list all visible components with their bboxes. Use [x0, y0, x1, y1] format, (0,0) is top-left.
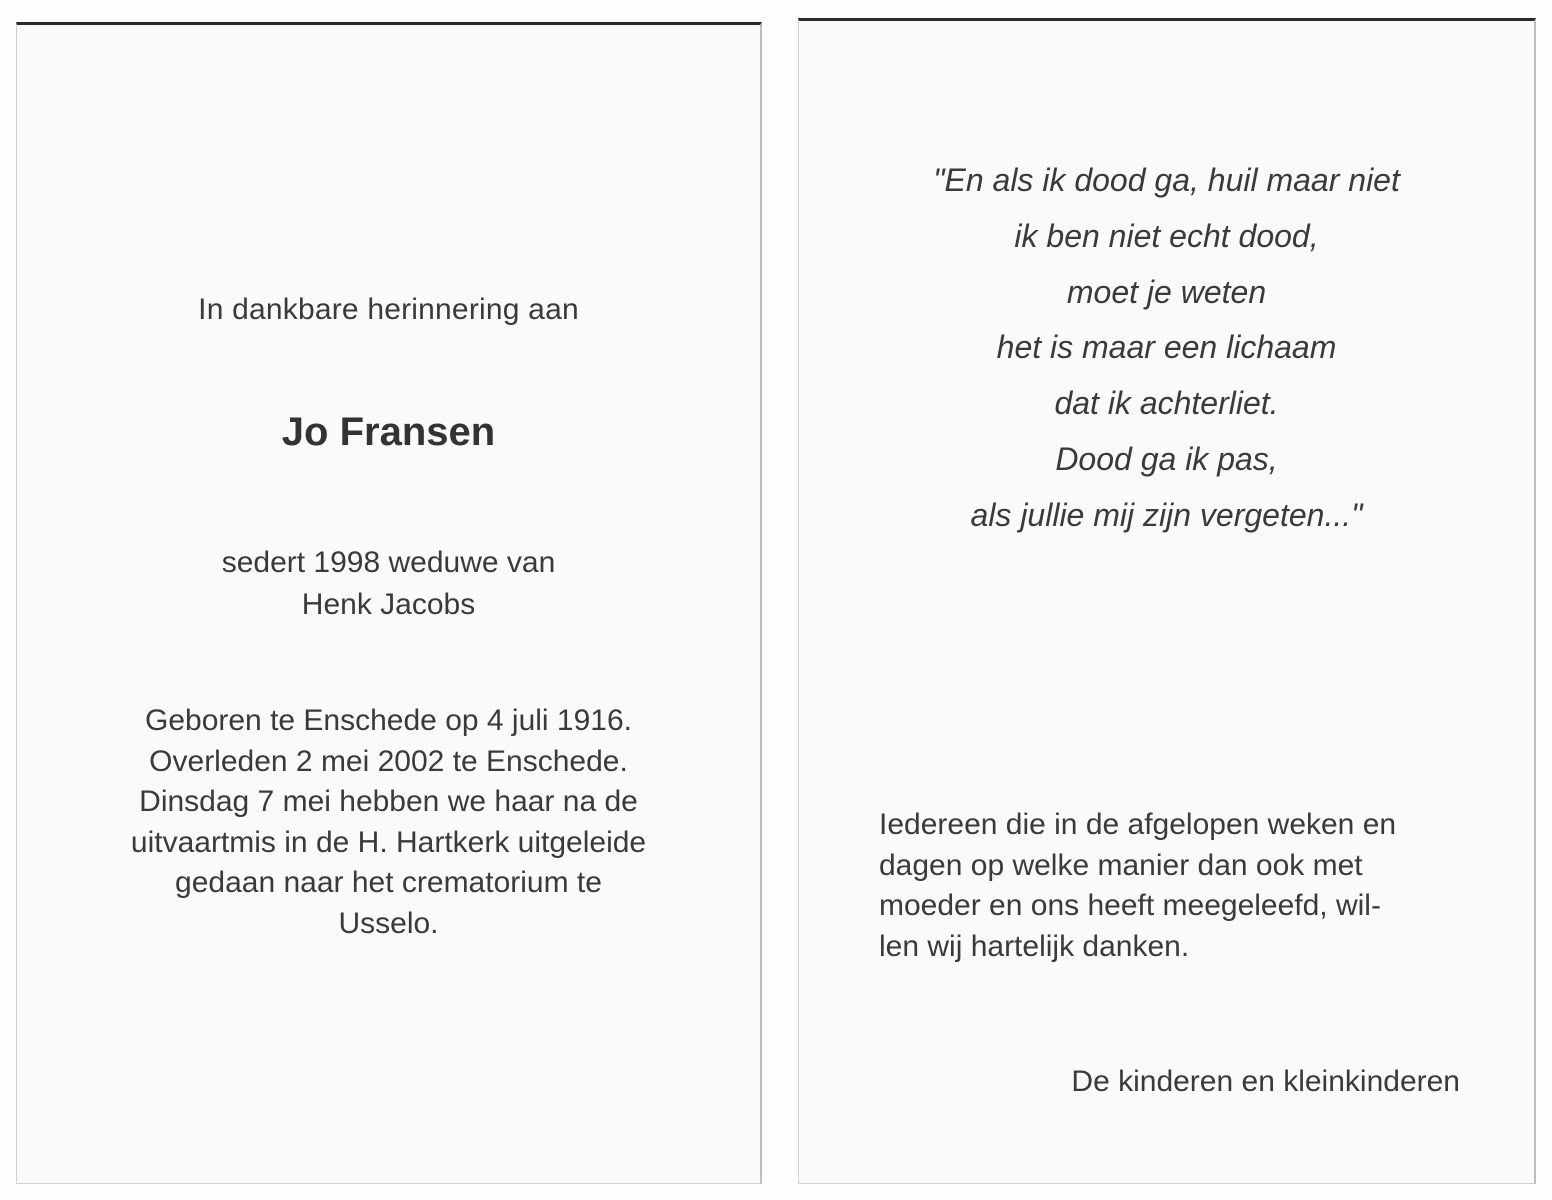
- signature: De kinderen en kleinkinderen: [1071, 1065, 1460, 1098]
- thanks-line: moeder en ons heeft meegeleefd, wil-: [879, 889, 1381, 922]
- poem-line: moet je weten: [1066, 273, 1267, 310]
- thanks-line: dagen op welke manier dan ook met: [879, 848, 1363, 882]
- bio-line: Overleden 2 mei 2002 te Enschede.: [149, 744, 628, 778]
- widow-line: Henk Jacobs: [301, 588, 476, 621]
- widow-text: [17, 542, 760, 626]
- poem-line: "En als ik dood ga, huil maar niet: [933, 162, 1400, 198]
- memorial-card-right: [798, 18, 1536, 1184]
- memorial-card-left: [16, 22, 762, 1184]
- thanks-line: Iedereen die in de afgelopen weken en: [879, 808, 1397, 841]
- biography-text: [17, 701, 760, 944]
- poem-line: dat ik achterliet.: [1054, 385, 1279, 422]
- intro-text: In dankbare herinnering aan: [198, 293, 579, 326]
- poem-line: Dood ga ik pas,: [1055, 440, 1278, 477]
- bio-line: Dinsdag 7 mei hebben we haar na de: [139, 785, 638, 818]
- poem-line: als jullie mij zijn vergeten...": [970, 496, 1363, 533]
- bio-line: Usselo.: [338, 906, 439, 940]
- poem-line: ik ben niet echt dood,: [1014, 217, 1319, 254]
- deceased-name: Jo Fransen: [281, 410, 496, 454]
- bio-line: gedaan naar het crematorium te: [175, 866, 602, 899]
- bio-line: Geboren te Enschede op 4 juli 1916.: [144, 704, 633, 737]
- bio-line: uitvaartmis in de H. Hartkerk uitgeleide: [130, 825, 647, 859]
- poem: [799, 153, 1534, 544]
- poem-line: het is maar een lichaam: [996, 329, 1337, 366]
- thanks-line: len wij hartelijk danken.: [879, 929, 1190, 963]
- thanks-text: [879, 805, 1457, 967]
- widow-line: sedert 1998 weduwe van: [221, 546, 556, 579]
